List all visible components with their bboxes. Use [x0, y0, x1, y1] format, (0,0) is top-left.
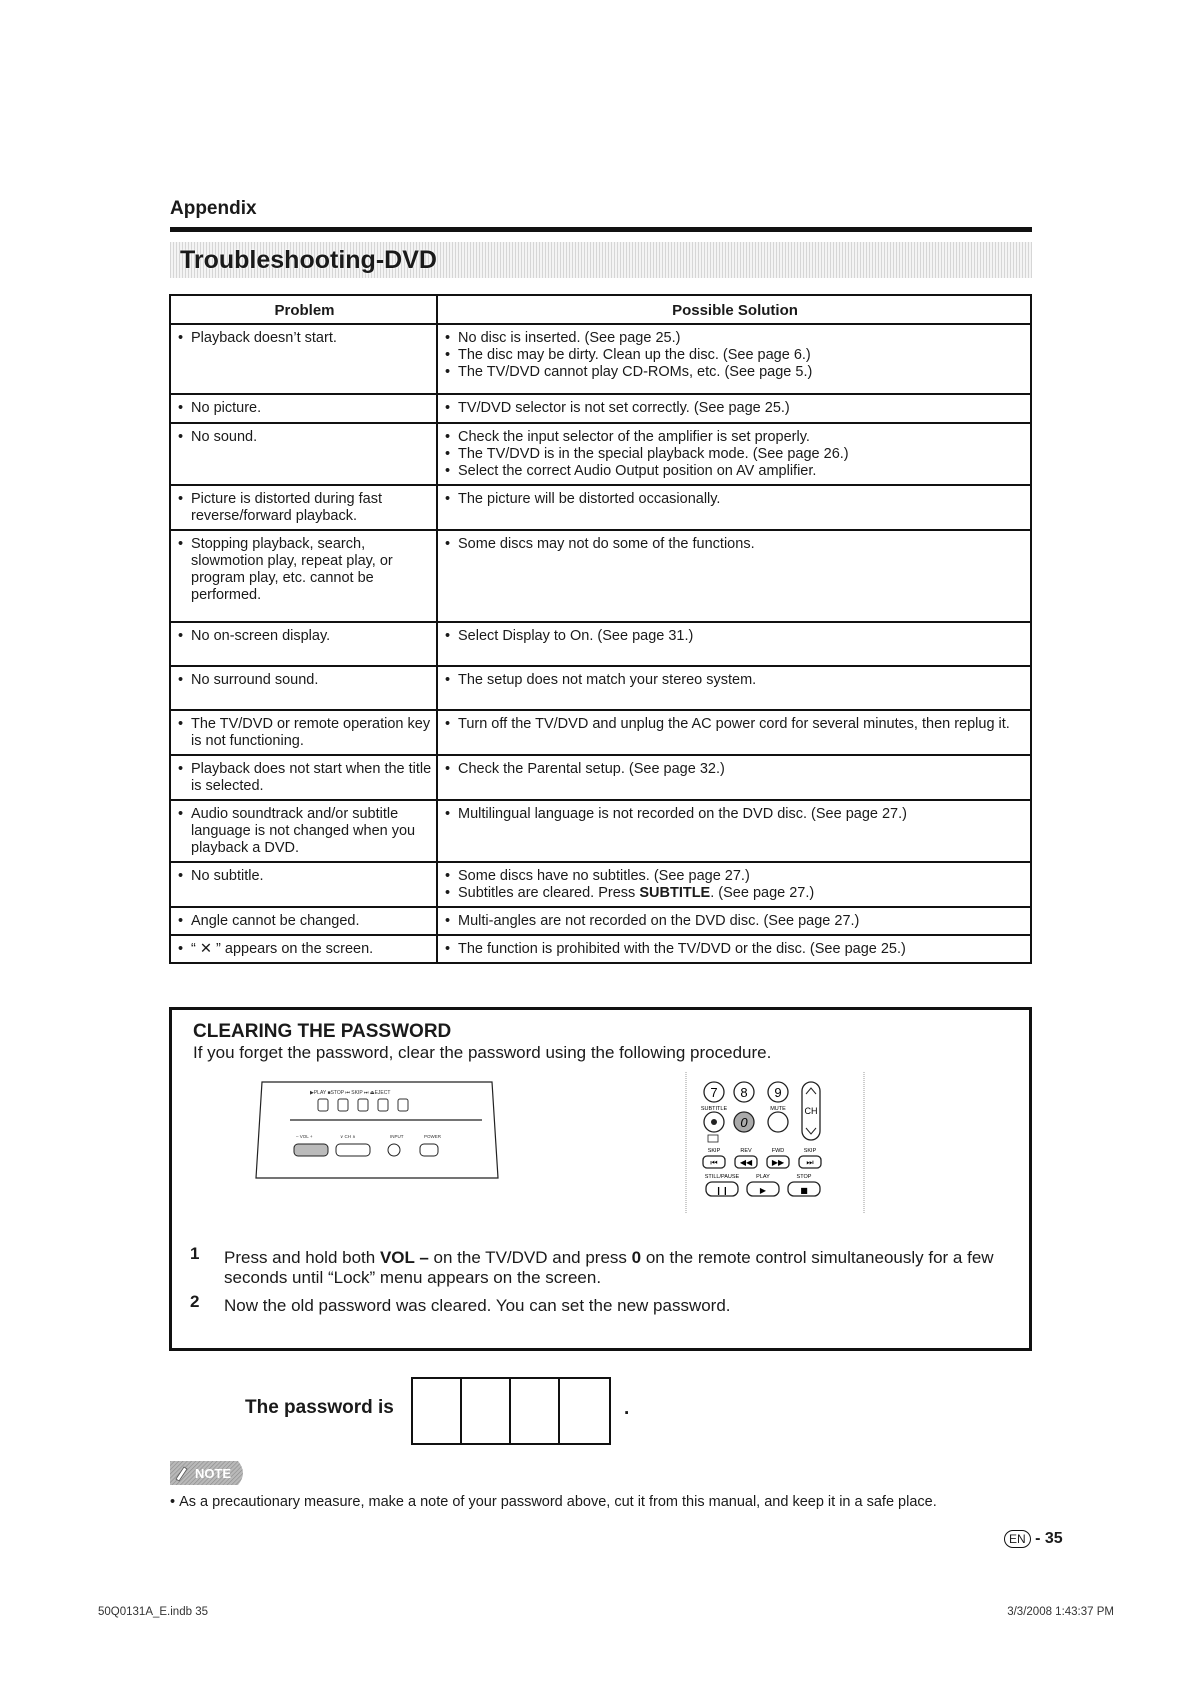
- password-digit-box: [413, 1379, 462, 1443]
- solution-item: • The disc may be dirty. Clean up the disc. (See page 6.): [444, 347, 1026, 364]
- table-row: [170, 800, 1031, 862]
- password-period: .: [624, 1398, 630, 1419]
- password-digit-box: [511, 1379, 560, 1443]
- solution-item: • No disc is inserted. (See page 25.): [444, 330, 1026, 347]
- problem-item: • “ ✕ ” appears on the screen.: [177, 941, 432, 958]
- problem-item: • Picture is distorted during fast reverse/forward playback.: [177, 491, 432, 525]
- remote-label-stop: STOP: [796, 1174, 812, 1180]
- problem-item: • No surround sound.: [177, 672, 432, 689]
- remote-digit-0: 0: [740, 1115, 748, 1130]
- problem-item: • Playback doesn’t start.: [177, 330, 432, 347]
- svg-text:■: ■: [800, 1186, 808, 1195]
- step-2: [190, 1292, 1010, 1316]
- solution-cell: [437, 800, 1031, 862]
- section-label: Appendix: [170, 198, 257, 219]
- solution-item: • Multilingual language is not recorded on the DVD disc. (See page 27.): [444, 806, 1026, 823]
- solution-text: Subtitles are cleared. Press: [458, 885, 640, 901]
- table-row: [170, 324, 1031, 394]
- tv-control-panel-illustration: [252, 1080, 502, 1180]
- step-text: on the TV/DVD and press: [428, 1248, 632, 1267]
- remote-label-mute: MUTE: [770, 1106, 786, 1112]
- solution-cell: [437, 666, 1031, 710]
- solution-item: • Turn off the TV/DVD and unplug the AC power cord for several minutes, then replug it.: [444, 716, 1026, 733]
- solution-item: • The TV/DVD cannot play CD-ROMs, etc. (See page 5.): [444, 364, 1026, 381]
- password-label: The password is: [245, 1397, 394, 1418]
- svg-text:◀◀: ◀◀: [739, 1158, 753, 1167]
- step-1: [190, 1244, 1010, 1288]
- solution-cell: [437, 755, 1031, 800]
- vol-minus-key: [294, 1144, 328, 1156]
- svg-text:▶▶: ▶▶: [771, 1158, 785, 1167]
- footer-timestamp: 3/3/2008 1:43:37 PM: [1007, 1606, 1114, 1618]
- column-header-solution: Possible Solution: [437, 295, 1031, 324]
- panel-label-power: POWER: [424, 1134, 442, 1139]
- problem-item: • No sound.: [177, 429, 432, 446]
- mute-button: [768, 1112, 788, 1132]
- problem-item: • Angle cannot be changed.: [177, 913, 432, 930]
- en-badge-icon: EN: [1004, 1530, 1031, 1548]
- step-text: on the remote control simultaneously for a few seconds until “Lock” menu appears on the screen.: [224, 1248, 994, 1287]
- note-label: NOTE: [194, 1466, 232, 1481]
- step-number: 2: [190, 1292, 200, 1311]
- password-section-title: CLEARING THE PASSWORD: [193, 1021, 452, 1042]
- table-row: [170, 862, 1031, 907]
- problem-cell: [170, 710, 437, 755]
- header-rule: [170, 227, 1032, 232]
- solution-item: • Some discs may not do some of the functions.: [444, 536, 1026, 553]
- table-row: [170, 622, 1031, 666]
- solution-item: • The TV/DVD is in the special playback mode. (See page 26.): [444, 446, 1026, 463]
- table-row: [170, 907, 1031, 935]
- step-text: Press and hold both: [224, 1248, 380, 1267]
- solution-cell: [437, 935, 1031, 963]
- problem-cell: [170, 530, 437, 622]
- table-row: [170, 394, 1031, 423]
- note-body: As a precautionary measure, make a note of your password above, cut it from this manual, and keep it in a safe place.: [179, 1494, 937, 1510]
- footer-file-info: 50Q0131A_E.indb 35: [98, 1606, 208, 1618]
- remote-label-ch: CH: [804, 1106, 818, 1116]
- problem-cell: [170, 622, 437, 666]
- solution-item: • Some discs have no subtitles. (See page 27.): [444, 868, 1026, 885]
- troubleshooting-table: [169, 294, 1032, 964]
- svg-text:⏭: ⏭: [806, 1158, 814, 1167]
- solution-text: . (See page 27.): [710, 885, 815, 901]
- solution-item: • The picture will be distorted occasionally.: [444, 491, 1026, 508]
- table-row: [170, 935, 1031, 963]
- problem-item: • No subtitle.: [177, 868, 432, 885]
- remote-label-subtitle: SUBTITLE: [700, 1106, 728, 1112]
- problem-item: • The TV/DVD or remote operation key is not functioning.: [177, 716, 432, 750]
- problem-item: • Stopping playback, search, slowmotion play, repeat play, or program play, etc. cannot be performed.: [177, 536, 432, 604]
- step-key-vol: VOL –: [379, 1248, 429, 1267]
- solution-item: • Select Display to On. (See page 31.): [444, 628, 1026, 645]
- remote-label-skip-fwd: SKIP: [803, 1148, 817, 1154]
- remote-control-illustration: [684, 1072, 866, 1214]
- problem-item: • Audio soundtrack and/or subtitle language is not changed when you playback a DVD.: [177, 806, 432, 857]
- solution-cell: [437, 710, 1031, 755]
- problem-cell: [170, 423, 437, 485]
- problem-cell: [170, 907, 437, 935]
- solution-item: • The function is prohibited with the TV/DVD or the disc. (See page 25.): [444, 941, 1026, 958]
- title-band: [170, 242, 1032, 278]
- table-row: [170, 755, 1031, 800]
- problem-cell: [170, 485, 437, 530]
- panel-label-input: INPUT: [390, 1134, 404, 1139]
- problem-item: • No picture.: [177, 400, 432, 417]
- step-key-zero: 0: [631, 1248, 642, 1267]
- table-header-row: [170, 295, 1031, 324]
- solution-item: • Multi-angles are not recorded on the DVD disc. (See page 27.): [444, 913, 1026, 930]
- step-text: Now the old password was cleared. You can set the new password.: [224, 1296, 731, 1315]
- solution-item: • The setup does not match your stereo system.: [444, 672, 1026, 689]
- remote-digit-8: 8: [740, 1085, 748, 1100]
- remote-digit-7: 7: [710, 1085, 718, 1100]
- password-digit-box: [462, 1379, 511, 1443]
- panel-top-labels: ▶PLAY ■STOP ⏮ SKIP ⏭ ⏏EJECT: [310, 1090, 391, 1096]
- solution-cell: [437, 862, 1031, 907]
- step-number: 1: [190, 1244, 200, 1263]
- solution-item: • Check the Parental setup. (See page 32.): [444, 761, 1026, 778]
- problem-cell: [170, 394, 437, 423]
- solution-cell: [437, 324, 1031, 394]
- panel-label-vol: – VOL +: [296, 1134, 313, 1139]
- clearing-password-box: [169, 1007, 1032, 1351]
- solution-cell: [437, 485, 1031, 530]
- svg-text:▶: ▶: [759, 1186, 767, 1195]
- password-steps: [190, 1244, 1010, 1324]
- password-write-in-boxes: [411, 1377, 611, 1445]
- solution-item: • TV/DVD selector is not set correctly. (See page 25.): [444, 400, 1026, 417]
- solution-cell: [437, 423, 1031, 485]
- solution-item: [444, 885, 1026, 902]
- table-row: [170, 710, 1031, 755]
- page-title: Troubleshooting-DVD: [180, 246, 437, 274]
- page-number: [1004, 1530, 1063, 1548]
- problem-cell: [170, 800, 437, 862]
- table-row: [170, 423, 1031, 485]
- remote-digit-9: 9: [774, 1085, 782, 1100]
- problem-cell: [170, 324, 437, 394]
- note-badge: [170, 1461, 248, 1485]
- table-row: [170, 485, 1031, 530]
- remote-label-skip-back: SKIP: [707, 1148, 721, 1154]
- bullet-icon: •: [170, 1494, 180, 1510]
- problem-cell: [170, 666, 437, 710]
- problem-cell: [170, 755, 437, 800]
- table-row: [170, 530, 1031, 622]
- svg-text:❙❙: ❙❙: [715, 1186, 729, 1195]
- solution-cell: [437, 622, 1031, 666]
- solution-item: • Select the correct Audio Output position on AV amplifier.: [444, 463, 1026, 480]
- table-row: [170, 666, 1031, 710]
- solution-cell: [437, 907, 1031, 935]
- password-section-intro: If you forget the password, clear the password using the following procedure.: [193, 1043, 772, 1062]
- subtitle-key-label: SUBTITLE: [639, 885, 711, 901]
- solution-cell: [437, 530, 1031, 622]
- problem-cell: [170, 935, 437, 963]
- remote-label-still-pause: STILL/PAUSE: [704, 1174, 740, 1180]
- remote-label-fwd: FWD: [771, 1148, 785, 1154]
- note-text: [170, 1494, 937, 1510]
- column-header-problem: Problem: [170, 295, 437, 324]
- password-digit-box: [560, 1379, 609, 1443]
- panel-label-ch: ∨ CH ∧: [340, 1134, 356, 1139]
- remote-label-play: PLAY: [756, 1174, 770, 1180]
- svg-text:⏮: ⏮: [710, 1158, 718, 1167]
- remote-label-rev: REV: [740, 1148, 752, 1154]
- solution-cell: [437, 394, 1031, 423]
- problem-cell: [170, 862, 437, 907]
- problem-item: • No on-screen display.: [177, 628, 432, 645]
- solution-item: • Check the input selector of the amplifier is set properly.: [444, 429, 1026, 446]
- page-number-text: - 35: [1035, 1530, 1063, 1547]
- problem-item: • Playback does not start when the title is selected.: [177, 761, 432, 795]
